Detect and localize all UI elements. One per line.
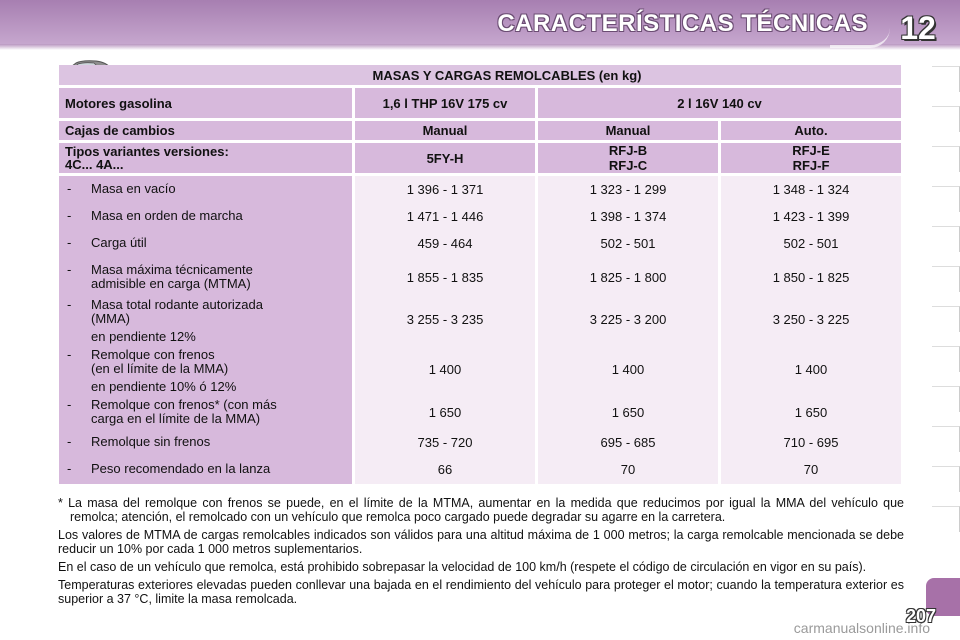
column-values-1: 1 396 - 1 371 1 471 - 1 446 459 - 464 1 855 - 1 835 3 255 - 3 235 1 400 1 650 735 - 720 66 — [355, 176, 535, 484]
chapter-badge: 12 — [900, 10, 936, 46]
side-tab[interactable] — [932, 466, 960, 492]
side-tab[interactable] — [932, 146, 960, 172]
column-values-3: 1 348 - 1 324 1 423 - 1 399 502 - 501 1 850 - 1 825 3 250 - 3 225 1 400 1 650 710 - 695 70 — [721, 176, 901, 484]
side-tab[interactable] — [932, 266, 960, 292]
note-speed: En el caso de un vehículo que remolca, está prohibido sobrepasar la velocidad de 100 km/h (respete el código de circulación en vigor en su país). — [58, 560, 867, 574]
engine-1: 1,6 l THP 16V 175 cv — [355, 88, 535, 118]
row-labels — [59, 176, 352, 484]
gearbox-2: Manual — [538, 121, 718, 140]
variants-label — [59, 143, 352, 173]
variant-1: 5FY-H — [355, 143, 535, 173]
notes — [58, 496, 904, 610]
side-tab[interactable] — [932, 186, 960, 212]
watermark: carmanualsonline.info — [793, 620, 930, 636]
side-tab[interactable] — [932, 66, 960, 92]
engines-label: Motores gasolina — [59, 88, 352, 118]
side-tab[interactable] — [932, 426, 960, 452]
variants-label-line1: Tipos variantes versiones: — [65, 144, 229, 159]
side-tab[interactable] — [932, 106, 960, 132]
variant-3-line2: RFJ-F — [792, 158, 830, 173]
side-tab[interactable] — [932, 506, 960, 532]
variant-2-line2: RFJ-C — [608, 158, 648, 173]
row-label: - Masa en vacío — [67, 181, 176, 196]
note-altitude: Los valores de MTMA de cargas remolcables indicados son válidos para una altitud máxima de 1 000 metros; la carga remolcable mencionada se debe reducir un 10% por cada 1 000 metros suplementarios. — [58, 528, 904, 556]
side-tab[interactable] — [932, 226, 960, 252]
side-tab[interactable] — [932, 386, 960, 412]
footnote: * La masa del remolque con frenos se puede, en el límite de la MTMA, aumentar en la medida que reducimos por igual la MMA del vehículo que remolca; atención, el remolcado con un vehículo que remolca poco cargado puede degradar su agarre en la carretera. — [58, 496, 904, 524]
page-title: CARACTERÍSTICAS TÉCNICAS — [497, 10, 868, 37]
row-label: - Masa en orden de marcha — [67, 208, 243, 223]
variant-2 — [538, 143, 718, 173]
note-temperature: Temperaturas exteriores elevadas pueden conllevar una bajada en el rendimiento del vehículo para proteger el motor; cuando la temperatura exterior es superior a 37 °C, limite la masa remolcada. — [58, 578, 904, 606]
row-label: - Masa máxima técnicamente admisible en carga (MTMA) — [67, 262, 253, 291]
row-label: - Remolque sin frenos — [67, 434, 211, 449]
page-number: 207 — [905, 606, 936, 626]
row-label: - Remolque con frenos* (con más carga en el límite de la MMA) — [67, 397, 277, 426]
towing-table — [56, 62, 904, 487]
gearbox-label: Cajas de cambios — [59, 121, 352, 140]
gearbox-3: Auto. — [721, 121, 901, 140]
variants-label-line2: 4C... 4A... — [65, 157, 124, 172]
variant-3-line1: RFJ-E — [792, 143, 830, 158]
side-tab[interactable] — [932, 306, 960, 332]
row-label: - Peso recomendado en la lanza — [67, 461, 271, 476]
header-shadow — [0, 44, 960, 50]
variant-3 — [721, 143, 901, 173]
row-label: - Remolque con frenos (en el límite de la MMA) en pendiente 10% ó 12% — [67, 347, 237, 394]
engine-2: 2 l 16V 140 cv — [538, 88, 901, 118]
side-tab-strip — [932, 66, 960, 586]
row-label: - Masa total rodante autorizada (MMA) en pendiente 12% — [67, 297, 263, 344]
variant-2-line1: RFJ-B — [608, 143, 648, 158]
column-values-2: 1 323 - 1 299 1 398 - 1 374 502 - 501 1 825 - 1 800 3 225 - 3 200 1 400 1 650 695 - 685 70 — [538, 176, 718, 484]
row-label: - Carga útil — [67, 235, 147, 250]
table-title: MASAS Y CARGAS REMOLCABLES (en kg) — [59, 65, 901, 85]
gearbox-1: Manual — [355, 121, 535, 140]
side-tab[interactable] — [932, 346, 960, 372]
